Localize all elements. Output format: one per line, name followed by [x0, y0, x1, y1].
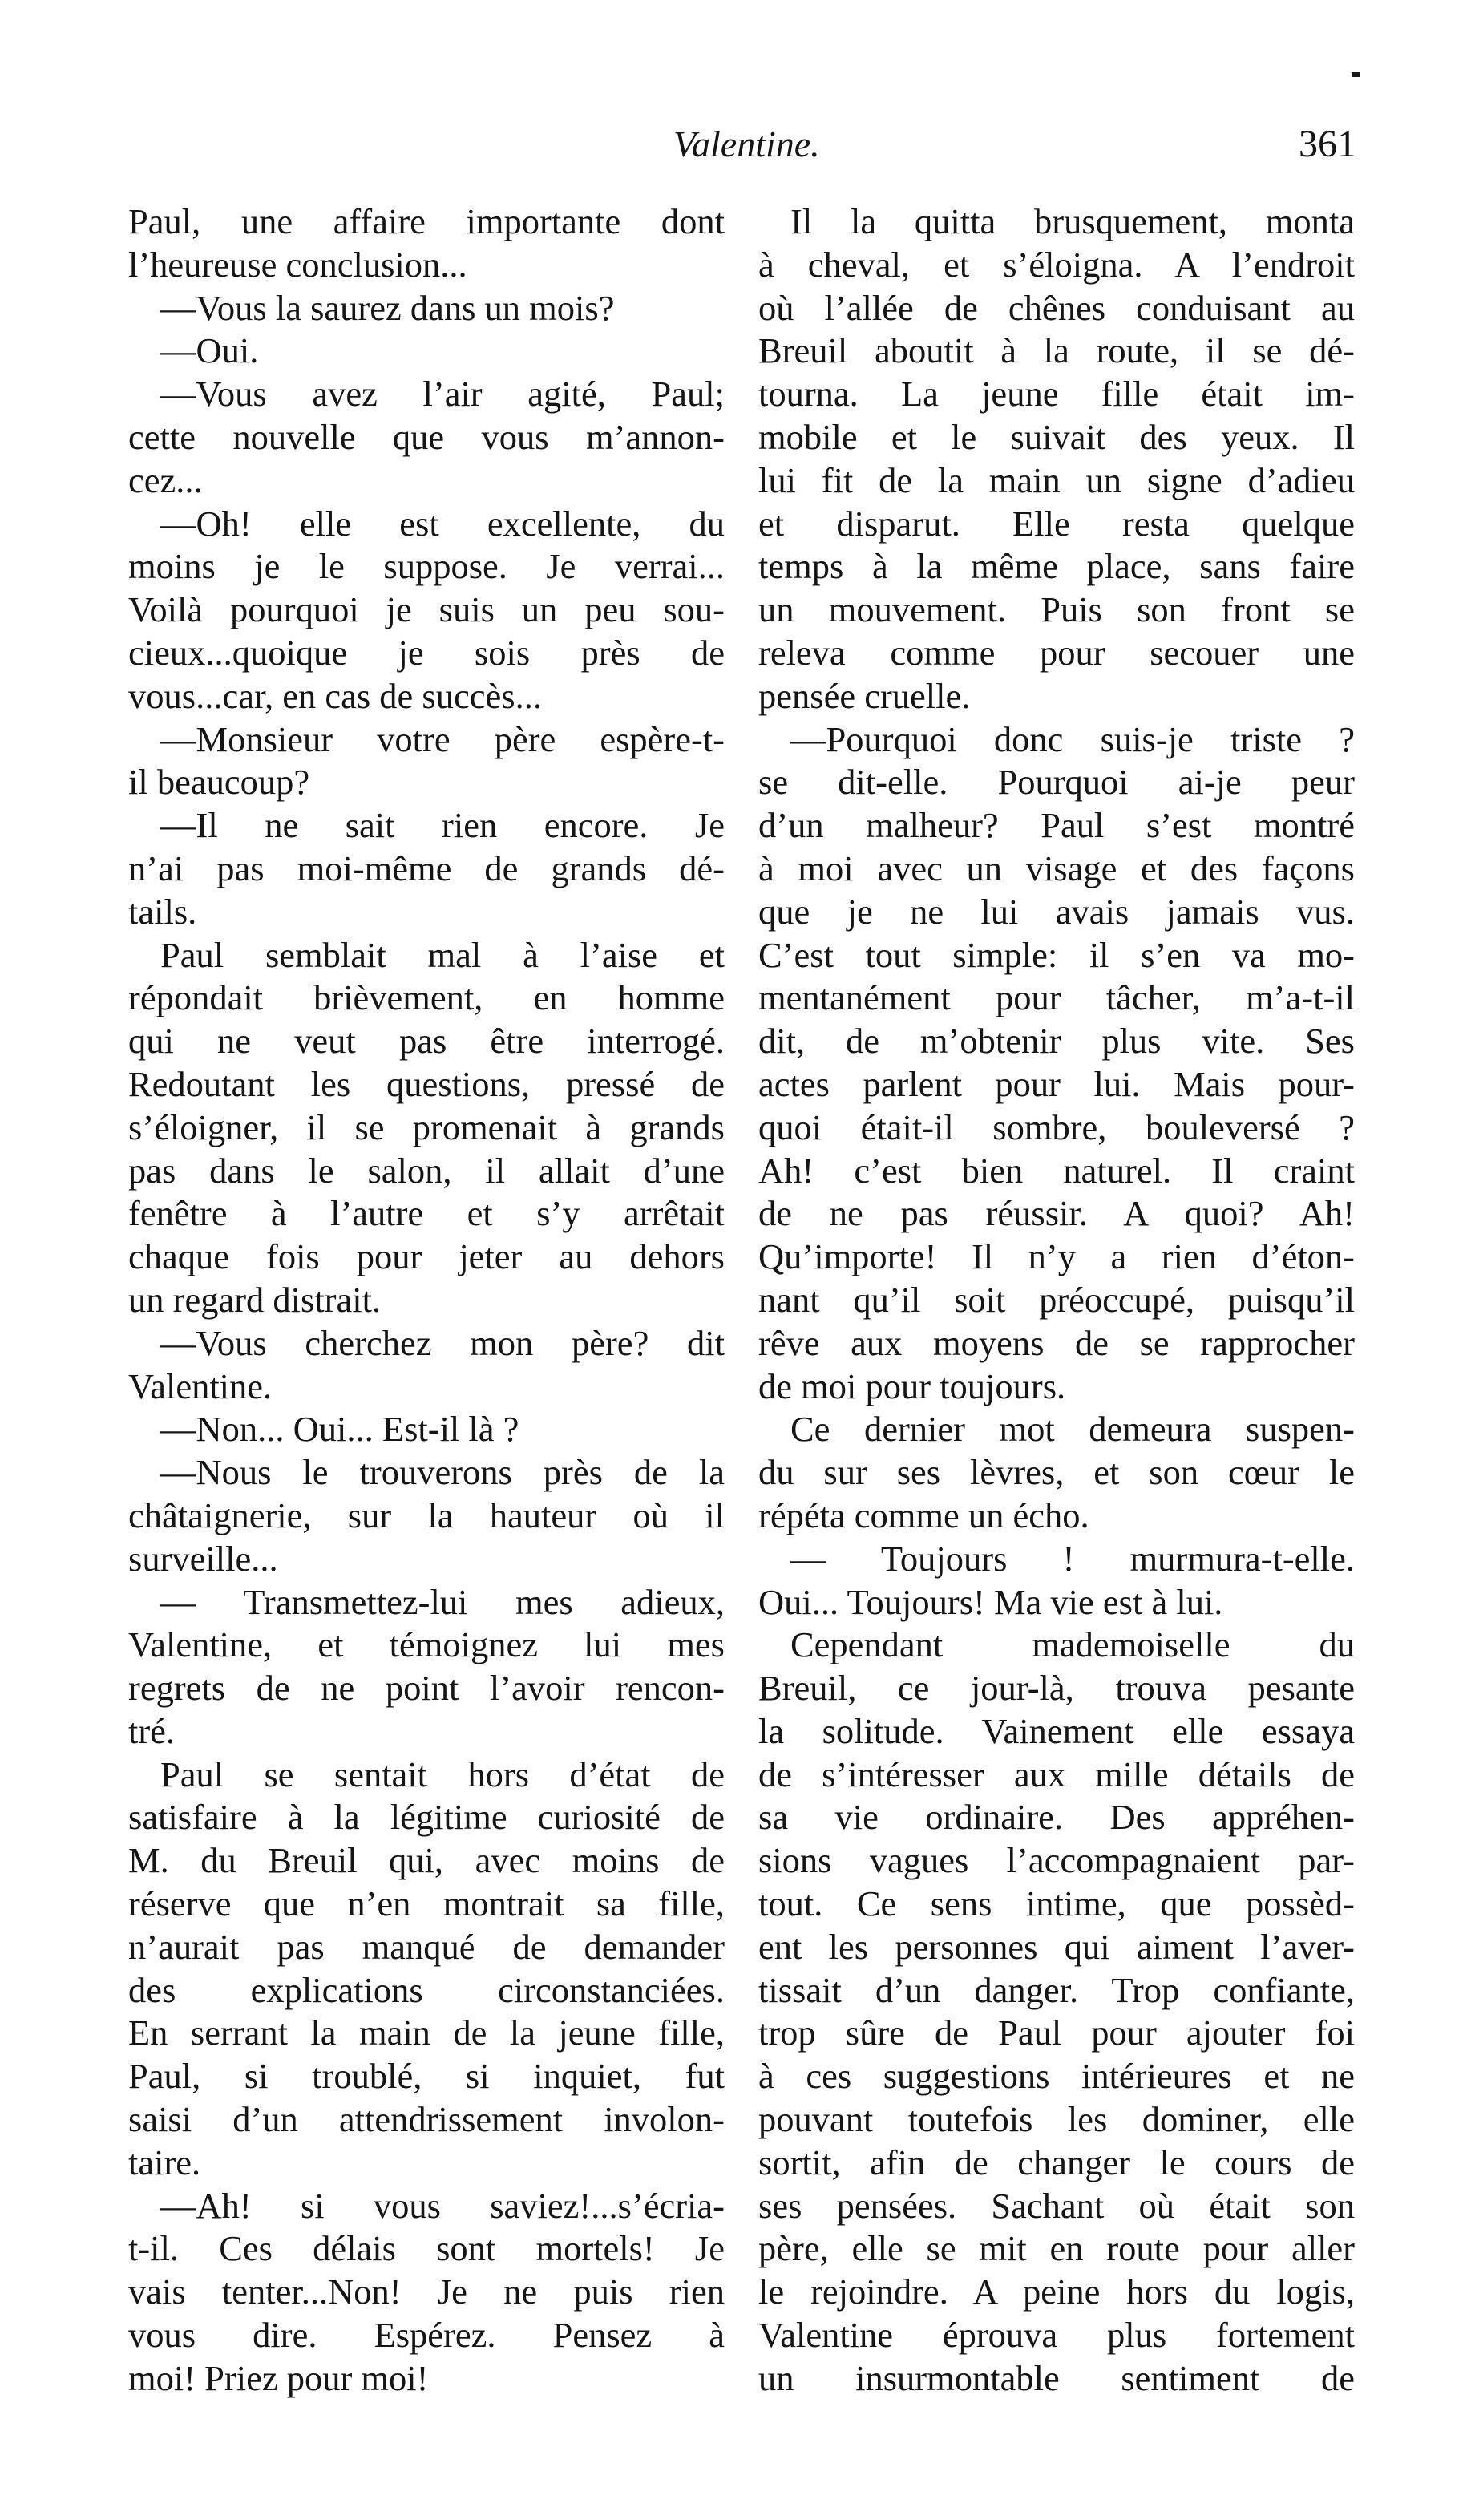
- text-line: Ah! c’est bien naturel. Il craint: [758, 1150, 1355, 1191]
- text-line: le rejoindre. A peine hors du logis,: [758, 2271, 1355, 2312]
- text-line: tré.: [128, 1710, 176, 1751]
- text-line: Ce dernier mot demeura suspen-: [790, 1409, 1355, 1450]
- text-line: Qu’importe! Il n’y a rien d’éton-: [758, 1236, 1355, 1277]
- text-line: de s’intéresser aux mille détails de: [758, 1753, 1355, 1794]
- text-line: regrets de ne point l’avoir rencon-: [128, 1668, 725, 1709]
- text-line: châtaignerie, sur la hauteur où il: [128, 1495, 725, 1535]
- text-line: quoi était-il sombre, bouleversé ?: [758, 1106, 1355, 1147]
- text-line: Breuil, ce jour-là, trouva pesante: [758, 1668, 1355, 1709]
- text-line: sa vie ordinaire. Des appréhen-: [758, 1797, 1355, 1838]
- text-line: mobile et le suivait des yeux. Il: [758, 416, 1355, 457]
- text-line: se dit-elle. Pourquoi ai-je peur: [758, 762, 1355, 803]
- text-line: vais tenter...Non! Je ne puis rien: [128, 2271, 725, 2312]
- text-line: M. du Breuil qui, avec moins de: [128, 1840, 725, 1881]
- text-line: Paul se sentait hors d’état de: [160, 1753, 725, 1794]
- text-line: C’est tout simple: il s’en va mo-: [758, 934, 1355, 975]
- text-line: pensée cruelle.: [758, 675, 971, 716]
- text-line: pouvant toutefois les dominer, elle: [758, 2099, 1355, 2140]
- text-line: ses pensées. Sachant où était son: [758, 2185, 1355, 2226]
- text-line: la solitude. Vainement elle essaya: [758, 1710, 1355, 1751]
- text-line: sions vagues l’accompagnaient par-: [758, 1840, 1355, 1881]
- text-line: tails.: [128, 891, 197, 932]
- text-line: — Transmettez-lui mes adieux,: [160, 1581, 725, 1622]
- text-line: —Vous avez l’air agité, Paul;: [160, 374, 725, 415]
- right-text-column: [758, 200, 1355, 2401]
- text-line: où l’allée de chênes conduisant au: [758, 287, 1355, 328]
- text-line: réserve que n’en montrait sa fille,: [128, 1883, 725, 1924]
- corner-mark: [1352, 72, 1360, 77]
- text-line: n’aurait pas manqué de demander: [128, 1926, 725, 1967]
- text-line: tissait d’un danger. Trop confiante,: [758, 1969, 1355, 2010]
- text-line: —Ah! si vous saviez!...s’écria-: [160, 2185, 725, 2226]
- text-line: actes parlent pour lui. Mais pour-: [758, 1063, 1355, 1104]
- text-line: chaque fois pour jeter au dehors: [128, 1236, 725, 1277]
- text-line: fenêtre à l’autre et s’y arrêtait: [128, 1193, 725, 1234]
- text-line: Paul semblait mal à l’aise et: [160, 934, 725, 975]
- text-line: tourna. La jeune fille était im-: [758, 374, 1355, 415]
- page-number: 361: [1299, 123, 1356, 165]
- text-line: répondait brièvement, en homme: [128, 977, 725, 1018]
- text-line: répéta comme un écho.: [758, 1495, 1089, 1535]
- text-line: d’un malheur? Paul s’est montré: [758, 805, 1355, 846]
- text-line: un insurmontable sentiment de: [758, 2357, 1355, 2398]
- text-line: pas dans le salon, il allait d’une: [128, 1150, 725, 1191]
- text-line: mentanément pour tâcher, m’a-t-il: [758, 977, 1355, 1018]
- text-line: des explications circonstanciées.: [128, 1969, 725, 2010]
- text-line: —Vous cherchez mon père? dit: [160, 1322, 725, 1363]
- text-line: de moi pour toujours.: [758, 1365, 1066, 1406]
- text-line: sortit, afin de changer le cours de: [758, 2142, 1355, 2182]
- text-line: rêve aux moyens de se rapprocher: [758, 1322, 1355, 1363]
- text-line: Voilà pourquoi je suis un peu sou-: [128, 589, 725, 630]
- text-line: un mouvement. Puis son front se: [758, 589, 1355, 630]
- text-line: Paul, une affaire importante dont: [128, 201, 725, 241]
- text-line: vous dire. Espérez. Pensez à: [128, 2315, 725, 2356]
- text-line: —Oui.: [160, 330, 259, 371]
- text-line: saisi d’un attendrissement involon-: [128, 2099, 725, 2140]
- text-line: Valentine, et témoignez lui mes: [128, 1624, 725, 1665]
- text-line: de ne pas réussir. A quoi? Ah!: [758, 1193, 1355, 1234]
- text-line: père, elle se mit en route pour aller: [758, 2228, 1355, 2269]
- text-line: l’heureuse conclusion...: [128, 244, 467, 285]
- text-line: temps à la même place, sans faire: [758, 546, 1355, 587]
- text-line: —Pourquoi donc suis-je triste ?: [790, 718, 1355, 759]
- text-line: à cheval, et s’éloigna. A l’endroit: [758, 244, 1355, 285]
- text-line: et disparut. Elle resta quelque: [758, 503, 1355, 544]
- text-line: Il la quitta brusquement, monta: [790, 201, 1355, 241]
- text-line: cette nouvelle que vous m’annon-: [128, 416, 725, 457]
- text-line: n’ai pas moi-même de grands dé-: [128, 847, 725, 888]
- text-line: En serrant la main de la jeune fille,: [128, 2012, 725, 2053]
- text-line: s’éloigner, il se promenait à grands: [128, 1106, 725, 1147]
- text-line: taire.: [128, 2142, 201, 2182]
- text-line: t-il. Ces délais sont mortels! Je: [128, 2228, 725, 2269]
- text-line: du sur ses lèvres, et son cœur le: [758, 1452, 1355, 1493]
- text-line: —Oh! elle est excellente, du: [160, 503, 725, 544]
- text-line: —Il ne sait rien encore. Je: [160, 805, 725, 846]
- text-line: il beaucoup?: [128, 762, 310, 803]
- text-line: moi! Priez pour moi!: [128, 2357, 429, 2398]
- text-line: Valentine.: [128, 1365, 273, 1406]
- text-line: Redoutant les questions, pressé de: [128, 1063, 725, 1104]
- text-line: —Nous le trouverons près de la: [160, 1452, 725, 1493]
- text-line: cez...: [128, 459, 203, 500]
- text-line: vous...car, en cas de succès...: [128, 675, 542, 716]
- text-line: — Toujours ! murmura-t-elle.: [790, 1538, 1355, 1579]
- left-text-column: [128, 200, 725, 2401]
- text-line: Breuil aboutit à la route, il se dé-: [758, 330, 1355, 371]
- text-line: lui fit de la main un signe d’adieu: [758, 459, 1355, 500]
- text-line: que je ne lui avais jamais vus.: [758, 891, 1355, 932]
- text-line: Paul, si troublé, si inquiet, fut: [128, 2056, 725, 2097]
- text-line: surveille...: [128, 1538, 278, 1579]
- text-line: nant qu’il soit préoccupé, puisqu’il: [758, 1279, 1355, 1320]
- text-line: tout. Ce sens intime, que possèd-: [758, 1883, 1355, 1924]
- text-line: trop sûre de Paul pour ajouter foi: [758, 2012, 1355, 2053]
- page-header: [128, 120, 1363, 176]
- text-line: Cependant mademoiselle du: [790, 1624, 1355, 1665]
- text-line: à ces suggestions intérieures et ne: [758, 2056, 1355, 2097]
- text-line: Oui... Toujours! Ma vie est à lui.: [758, 1581, 1223, 1622]
- text-line: satisfaire à la légitime curiosité de: [128, 1797, 725, 1838]
- text-line: —Monsieur votre père espère-t-: [160, 718, 725, 759]
- text-line: cieux...quoique je sois près de: [128, 632, 725, 673]
- text-line: un regard distrait.: [128, 1279, 382, 1320]
- text-line: releva comme pour secouer une: [758, 632, 1355, 673]
- text-line: —Vous la saurez dans un mois?: [160, 287, 615, 328]
- text-line: Valentine éprouva plus fortement: [758, 2315, 1355, 2356]
- running-title: Valentine.: [673, 123, 820, 164]
- text-line: ent les personnes qui aiment l’aver-: [758, 1926, 1355, 1967]
- text-line: —Non... Oui... Est-il là ?: [160, 1409, 519, 1450]
- text-line: dit, de m’obtenir plus vite. Ses: [758, 1021, 1355, 1062]
- text-line: à moi avec un visage et des façons: [758, 847, 1355, 888]
- text-line: qui ne veut pas être interrogé.: [128, 1021, 725, 1062]
- text-line: moins je le suppose. Je verrai...: [128, 546, 725, 587]
